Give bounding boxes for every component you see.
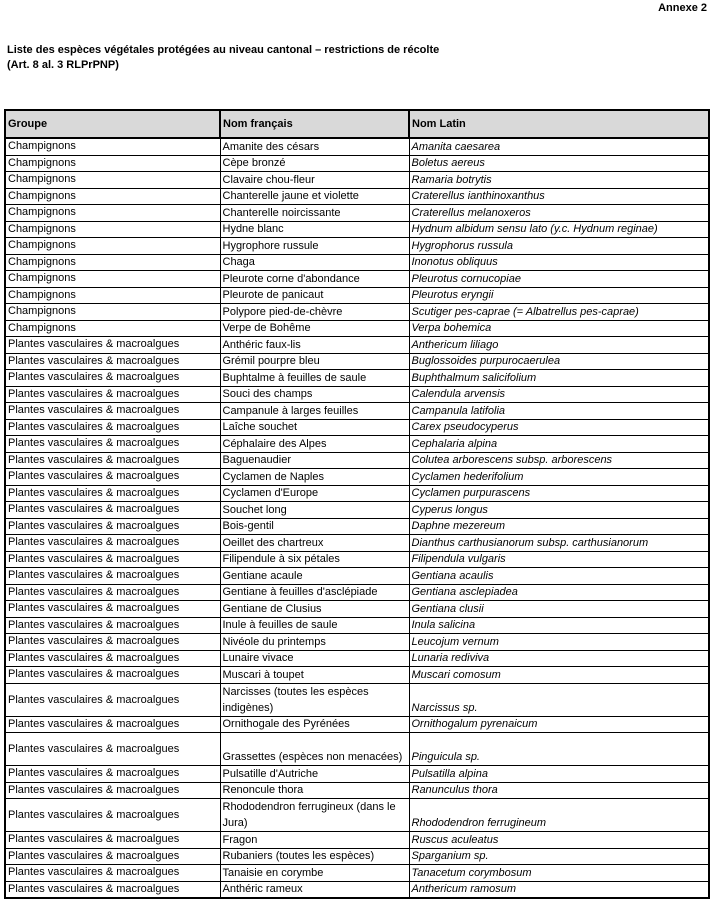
table-row [5, 848, 709, 865]
latin-name-cell: Ranunculus thora [409, 782, 709, 799]
table-row [5, 271, 709, 288]
group-cell: Plantes vasculaires & macroalgues [5, 502, 220, 519]
group-cell: Plantes vasculaires & macroalgues [5, 568, 220, 585]
latin-name-cell: Cyclamen hederifolium [409, 469, 709, 486]
latin-name-cell: Pulsatilla alpina [409, 766, 709, 783]
french-name-cell: Cyclamen d'Europe [220, 485, 409, 502]
french-name-cell: Lunaire vivace [220, 650, 409, 667]
group-cell: Plantes vasculaires & macroalgues [5, 452, 220, 469]
french-name-cell: Nivéole du printemps [220, 634, 409, 651]
header-groupe: Groupe [5, 110, 220, 138]
table-row [5, 733, 709, 766]
french-name-cell: Cyclamen de Naples [220, 469, 409, 486]
french-name-cell: Souci des champs [220, 386, 409, 403]
latin-name-cell: Lunaria rediviva [409, 650, 709, 667]
latin-name-cell: Colutea arborescens subsp. arborescens [409, 452, 709, 469]
french-name-cell: Filipendule à six pétales [220, 551, 409, 568]
latin-name-cell: Tanacetum corymbosum [409, 865, 709, 882]
group-cell: Plantes vasculaires & macroalgues [5, 865, 220, 882]
latin-name-cell: Dianthus carthusianorum subsp. carthusianorum [409, 535, 709, 552]
table-row [5, 650, 709, 667]
group-cell: Plantes vasculaires & macroalgues [5, 386, 220, 403]
table-row [5, 436, 709, 453]
table-row [5, 370, 709, 387]
group-cell: Plantes vasculaires & macroalgues [5, 667, 220, 684]
group-cell: Plantes vasculaires & macroalgues [5, 469, 220, 486]
table-row [5, 304, 709, 321]
group-cell: Champignons [5, 188, 220, 205]
group-cell: Plantes vasculaires & macroalgues [5, 518, 220, 535]
table-row [5, 716, 709, 733]
latin-name-cell: Daphne mezereum [409, 518, 709, 535]
table-row [5, 782, 709, 799]
latin-name-cell: Verpa bohemica [409, 320, 709, 337]
title-line-2: (Art. 8 al. 3 RLPrPNP) [7, 59, 119, 71]
table-row [5, 502, 709, 519]
table-row [5, 205, 709, 222]
table-row [5, 865, 709, 882]
french-name-cell: Chaga [220, 254, 409, 271]
group-cell: Champignons [5, 271, 220, 288]
group-cell: Champignons [5, 287, 220, 304]
group-cell: Champignons [5, 238, 220, 255]
latin-name-cell: Buphthalmum salicifolium [409, 370, 709, 387]
table-row [5, 337, 709, 354]
latin-name-cell: Campanula latifolia [409, 403, 709, 420]
french-name-cell: Souchet long [220, 502, 409, 519]
group-cell: Plantes vasculaires & macroalgues [5, 733, 220, 766]
latin-name-cell: Anthericum ramosum [409, 881, 709, 898]
latin-name-cell: Carex pseudocyperus [409, 419, 709, 436]
french-name-cell: Rhododendron ferrugineux (dans le Jura) [220, 799, 409, 832]
group-cell: Champignons [5, 320, 220, 337]
latin-name-cell: Cephalaria alpina [409, 436, 709, 453]
table-row [5, 535, 709, 552]
table-row [5, 568, 709, 585]
table-row [5, 551, 709, 568]
group-cell: Plantes vasculaires & macroalgues [5, 782, 220, 799]
french-name-cell: Verpe de Bohême [220, 320, 409, 337]
group-cell: Champignons [5, 138, 220, 155]
french-name-cell: Ornithogale des Pyrénées [220, 716, 409, 733]
table-row [5, 287, 709, 304]
latin-name-cell: Gentiana clusii [409, 601, 709, 618]
french-name-cell: Laîche souchet [220, 419, 409, 436]
french-name-cell: Campanule à larges feuilles [220, 403, 409, 420]
table-row [5, 634, 709, 651]
latin-name-cell: Inonotus obliquus [409, 254, 709, 271]
french-name-cell: Amanite des césars [220, 138, 409, 155]
group-cell: Champignons [5, 254, 220, 271]
french-name-cell: Pleurote corne d'abondance [220, 271, 409, 288]
table-row [5, 799, 709, 832]
latin-name-cell: Gentiana acaulis [409, 568, 709, 585]
group-cell: Plantes vasculaires & macroalgues [5, 881, 220, 898]
table-row [5, 683, 709, 716]
table-row [5, 403, 709, 420]
french-name-cell: Clavaire chou-fleur [220, 172, 409, 189]
group-cell: Plantes vasculaires & macroalgues [5, 617, 220, 634]
latin-name-cell: Inula salicina [409, 617, 709, 634]
table-row [5, 766, 709, 783]
french-name-cell: Renoncule thora [220, 782, 409, 799]
table-row [5, 485, 709, 502]
french-name-cell: Chanterelle jaune et violette [220, 188, 409, 205]
table-row [5, 386, 709, 403]
table-row [5, 832, 709, 849]
table-row [5, 452, 709, 469]
latin-name-cell: Gentiana asclepiadea [409, 584, 709, 601]
table-row [5, 518, 709, 535]
latin-name-cell: Scutiger pes-caprae (= Albatrellus pes-caprae) [409, 304, 709, 321]
species-table [4, 109, 710, 899]
french-name-cell: Pleurote de panicaut [220, 287, 409, 304]
group-cell: Champignons [5, 172, 220, 189]
document-title [7, 43, 439, 73]
french-name-cell: Bois-gentil [220, 518, 409, 535]
table-row [5, 353, 709, 370]
french-name-cell: Grémil pourpre bleu [220, 353, 409, 370]
french-name-cell: Buphtalme à feuilles de saule [220, 370, 409, 387]
header-nom-latin: Nom Latin [409, 110, 709, 138]
table-row [5, 254, 709, 271]
latin-name-cell: Anthericum liliago [409, 337, 709, 354]
latin-name-cell: Craterellus ianthinoxanthus [409, 188, 709, 205]
latin-name-cell: Hydnum albidum sensu lato (y.c. Hydnum reginae) [409, 221, 709, 238]
latin-name-cell: Pleurotus eryngii [409, 287, 709, 304]
group-cell: Plantes vasculaires & macroalgues [5, 601, 220, 618]
latin-name-cell: Pinguicula sp. [409, 733, 709, 766]
latin-name-cell: Narcissus sp. [409, 683, 709, 716]
group-cell: Plantes vasculaires & macroalgues [5, 370, 220, 387]
latin-name-cell: Muscari comosum [409, 667, 709, 684]
annex-label: Annexe 2 [658, 2, 707, 14]
french-name-cell: Muscari à toupet [220, 667, 409, 684]
latin-name-cell: Cyclamen purpurascens [409, 485, 709, 502]
group-cell: Champignons [5, 155, 220, 172]
group-cell: Plantes vasculaires & macroalgues [5, 584, 220, 601]
table-row [5, 155, 709, 172]
table-row [5, 667, 709, 684]
french-name-cell: Anthéric rameux [220, 881, 409, 898]
french-name-cell: Rubaniers (toutes les espèces) [220, 848, 409, 865]
group-cell: Plantes vasculaires & macroalgues [5, 551, 220, 568]
french-name-cell: Polypore pied-de-chèvre [220, 304, 409, 321]
table-row [5, 138, 709, 155]
group-cell: Champignons [5, 304, 220, 321]
latin-name-cell: Ornithogalum pyrenaicum [409, 716, 709, 733]
french-name-cell: Gentiane à feuilles d'asclépiade [220, 584, 409, 601]
group-cell: Plantes vasculaires & macroalgues [5, 848, 220, 865]
french-name-cell: Inule à feuilles de saule [220, 617, 409, 634]
french-name-cell: Cèpe bronzé [220, 155, 409, 172]
group-cell: Plantes vasculaires & macroalgues [5, 403, 220, 420]
latin-name-cell: Pleurotus cornucopiae [409, 271, 709, 288]
group-cell: Plantes vasculaires & macroalgues [5, 535, 220, 552]
table-row [5, 469, 709, 486]
french-name-cell: Anthéric faux-lis [220, 337, 409, 354]
french-name-cell: Narcisses (toutes les espèces indigènes) [220, 683, 409, 716]
french-name-cell: Gentiane acaule [220, 568, 409, 585]
group-cell: Plantes vasculaires & macroalgues [5, 683, 220, 716]
french-name-cell: Grassettes (espèces non menacées) [220, 733, 409, 766]
table-header-row [5, 110, 709, 138]
latin-name-cell: Ramaria botrytis [409, 172, 709, 189]
french-name-cell: Céphalaire des Alpes [220, 436, 409, 453]
french-name-cell: Hygrophore russule [220, 238, 409, 255]
table-row [5, 238, 709, 255]
group-cell: Champignons [5, 205, 220, 222]
french-name-cell: Oeillet des chartreux [220, 535, 409, 552]
french-name-cell: Chanterelle noircissante [220, 205, 409, 222]
french-name-cell: Hydne blanc [220, 221, 409, 238]
latin-name-cell: Rhododendron ferrugineum [409, 799, 709, 832]
table-row [5, 601, 709, 618]
table-row [5, 419, 709, 436]
latin-name-cell: Cyperus longus [409, 502, 709, 519]
latin-name-cell: Filipendula vulgaris [409, 551, 709, 568]
latin-name-cell: Ruscus aculeatus [409, 832, 709, 849]
table-row [5, 188, 709, 205]
group-cell: Plantes vasculaires & macroalgues [5, 634, 220, 651]
table-row [5, 617, 709, 634]
group-cell: Plantes vasculaires & macroalgues [5, 419, 220, 436]
table-row [5, 320, 709, 337]
french-name-cell: Gentiane de Clusius [220, 601, 409, 618]
table-row [5, 881, 709, 898]
french-name-cell: Baguenaudier [220, 452, 409, 469]
french-name-cell: Tanaisie en corymbe [220, 865, 409, 882]
group-cell: Plantes vasculaires & macroalgues [5, 436, 220, 453]
group-cell: Plantes vasculaires & macroalgues [5, 337, 220, 354]
group-cell: Plantes vasculaires & macroalgues [5, 485, 220, 502]
french-name-cell: Pulsatille d'Autriche [220, 766, 409, 783]
table-body [5, 138, 709, 898]
latin-name-cell: Boletus aereus [409, 155, 709, 172]
latin-name-cell: Sparganium sp. [409, 848, 709, 865]
latin-name-cell: Leucojum vernum [409, 634, 709, 651]
latin-name-cell: Amanita caesarea [409, 138, 709, 155]
table-row [5, 221, 709, 238]
french-name-cell: Fragon [220, 832, 409, 849]
group-cell: Plantes vasculaires & macroalgues [5, 799, 220, 832]
group-cell: Plantes vasculaires & macroalgues [5, 353, 220, 370]
group-cell: Plantes vasculaires & macroalgues [5, 650, 220, 667]
group-cell: Plantes vasculaires & macroalgues [5, 766, 220, 783]
table-row [5, 584, 709, 601]
latin-name-cell: Craterellus melanoxeros [409, 205, 709, 222]
title-line-1: Liste des espèces végétales protégées au niveau cantonal – restrictions de récolte [7, 44, 440, 56]
table-row [5, 172, 709, 189]
latin-name-cell: Calendula arvensis [409, 386, 709, 403]
group-cell: Plantes vasculaires & macroalgues [5, 716, 220, 733]
latin-name-cell: Buglossoides purpurocaerulea [409, 353, 709, 370]
latin-name-cell: Hygrophorus russula [409, 238, 709, 255]
group-cell: Champignons [5, 221, 220, 238]
header-nom-francais: Nom français [220, 110, 409, 138]
group-cell: Plantes vasculaires & macroalgues [5, 832, 220, 849]
